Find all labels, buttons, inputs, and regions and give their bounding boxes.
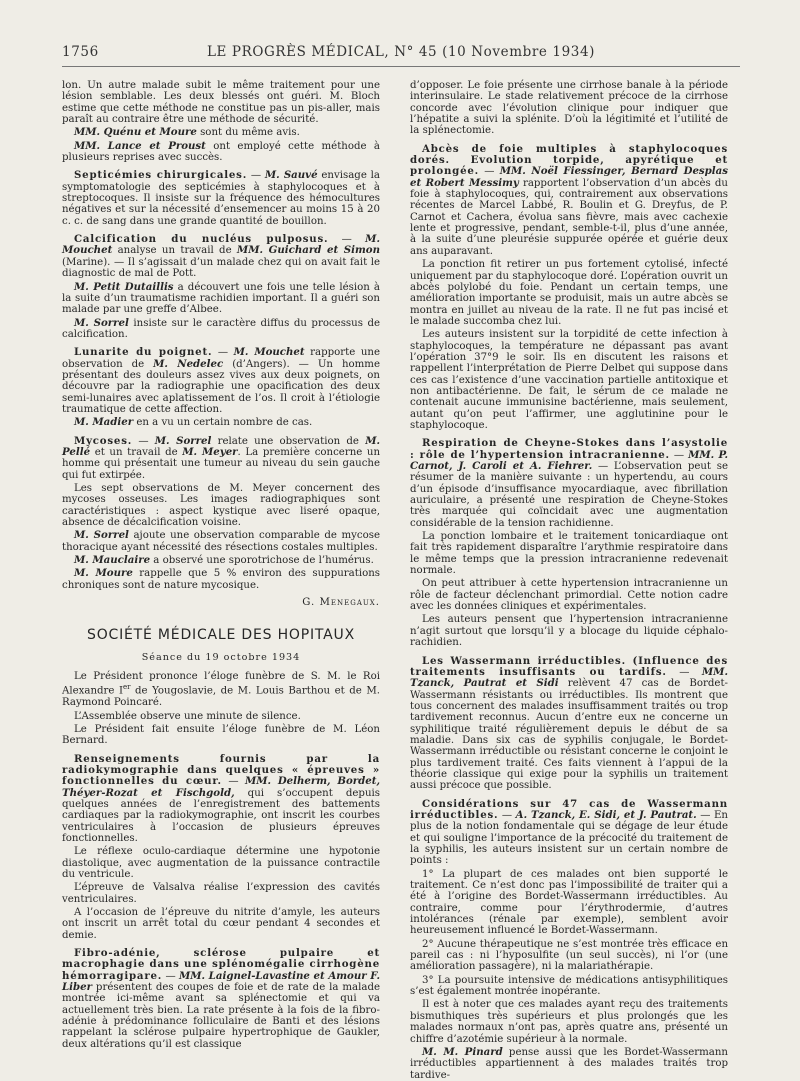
paragraph: Les auteurs pensent que l’hypertension intracranienne n’agit surtout que lorsqu’il y a blocage du liquide céphalo-rachidien. — [410, 614, 728, 649]
seance-date: Séance du 19 octobre 1934 — [141, 651, 301, 663]
paragraph: 2° Aucune thérapeutique ne s’est montrée très efficace en pareil cas : ni l’hyposulfite (un seul succès), ni l’or (une amélioration passagère), ni la malariathérapie. — [410, 938, 728, 973]
header-rule — [62, 66, 740, 67]
paragraph: La ponction fit retirer un pus fortement cytolisé, infecté uniquement par du staphylocoque doré. L’opération ouvrit un abcès polylobé du foie. Pendant un certain temps, une amélioration importante se produisit, mais un autre abcès se montra en juillet au niveau de la rate. Il ne fut pas incisé et le malade succomba chez lui. — [410, 259, 728, 327]
paragraph: 1° La plupart de ces malades ont bien supporté le traitement. Ce n’est donc pas l’impossibilité de traiter qui a été à l’origine des Bordet-Wassermann irréductibles. Au contraire, comme pour l’érythrodermie, d’autres intolérances (rénale par exemple), semblent avoir heureusement influencé le Bordet-Wassermann. — [410, 868, 728, 937]
section-calcification: Calcification du nucléus pulposus. — M. Mouchet analyse un travail de MM. Guichard et Simon (Marine). — Il s’agissait d’un malade chez qui on avait fait le diagnostic de mal de Pott. — [62, 233, 380, 280]
section-wassermann-irreductibles: Les Wassermann irréductibles. (Influence des traitements insuffisants ou tardifs. — MM. Tzanck, Pautrat et Sidi relèvent 47 cas de Bordet-Wassermann résistants ou irréductibles. Ils montrent que tous concernent des malades insuffisamment traités ou trop tardivement reconnus. Aucun d’entre eux ne concerne un syphilitique traité régulièrement depuis le début de sa maladie. Dans six cas de syphilis conjugale, le Bordet-Wassermann irréductible ou résistant concerne le conjoint le plus tardivement traité. Ces faits viennent à l’appui de la théorie classique qui exige pour la syphilis un traitement aussi précoce que possible. — [410, 654, 728, 792]
signature: G. Menegaux. — [302, 597, 380, 609]
section-fibro-adenie: Fibro-adénie, sclérose pulpaire et macrophagie dans une splénomégalie cirrhogène hémorragipare. — MM. Laignel-Lavastine et Amour F. Liber présentent des coupes de foie et de rate de la malade montrée ici-même avant sa splénectomie et qui va actuellement très bien. La rate présente à la fois de la fibro-adénie à prédominance folliculaire de Banti et des lésions rappelant la sclérose pulpaire hypertrophique de Gaukler, deux altérations qu’il est classique — [62, 947, 380, 1050]
paragraph: M. Mauclaire a observé une sporotrichose de l’humérus. — [74, 554, 374, 567]
paragraph: M. Petit Dutaillis a découvert une fois une telle lésion à la suite d’un traumatisme rachidien important. Il a guéri son malade par une greffe d’Albee. — [62, 280, 380, 316]
paragraph: L’épreuve de Valsalva réalise l’expression des cavités ventriculaires. — [62, 882, 380, 905]
paragraph: L’Assemblée observe une minute de silence. — [74, 710, 301, 722]
paragraph: Le Président prononce l’éloge funèbre de S. M. le Roi Alexandre Ier de Yougoslavie, de M. Louis Barthou et de M. Raymond Poincaré. — [62, 671, 380, 709]
paragraph: La ponction lombaire et le traitement tonicardiaque ont fait très rapidement disparaître l’arythmie respiratoire dans le même temps que la pression intracranienne redevenait normale. — [410, 531, 728, 577]
paragraph: A l’occasion de l’épreuve du nitrite d’amyle, les auteurs ont inscrit un arrêt total du cœur pendant 4 secondes et demie. — [62, 907, 380, 941]
section-abces-foie: Abcès de foie multiples à staphylocoques dorés. Evolution torpide, apyrétique et prolongée. — MM. Noël Fiessinger, Bernard Desplas et Robert Messimy rapportent l’observation d’un abcès du foie à staphylocoques, qui, contrairement aux observations récentes de Marcel Labbé, R. Boulin et G. Dreyfus, de P. Carnot et Cachera, évolua sans fièvre, mais avec cachexie lente et progressive, pendant, semble-t-il, plus d’une année, à la suite d’une pleurésie suppurée opérée et guérie deux ans auparavant. — [410, 142, 728, 257]
paragraph: M. Madier en a vu un certain nombre de cas. — [74, 416, 313, 429]
paragraph: Les auteurs insistent sur la torpidité de cette infection à staphylocoques, la température ne dépassant pas avant l’opération 37°9 le soir. Ils en discutent les raisons et rappellent l’interprétation de Pierre Delbet qui suppose dans ces cas l’existence d’une vaccination partielle antitoxique et non antibactérienne. De fait, le sérum de ce malade ne contenait aucune immunisine bactérienne, mais seulement, autant qu’on peut l’affirmer, une agglutinine pour le staphylocoque. — [410, 329, 728, 431]
section-cheyne-stokes: Respiration de Cheyne-Stokes dans l’asystolie : rôle de l’hypertension intracranienne. — MM. P. Carnot, J. Caroli et A. Fiehrer. — L’observation peut se résumer de la manière suivante : un hypertendu, au cours d’un épisode d’insuffisance myocardiaque, avec fibrillation auriculaire, a présenté une respiration de Cheyne-Stokes très marquée qui coïncidait avec une augmentation considérable de la tension rachidienne. — [410, 437, 728, 529]
section-mycoses: Mycoses. — M. Sorrel relate une observation de M. Pellé et un travail de M. Meyer. La première concerne un homme qui présentait une tumeur au niveau du sein gauche qui fut extirpée. — [62, 434, 381, 481]
running-title: LE PROGRÈS MÉDICAL, N° 45 (10 Novembre 1934) — [206, 44, 596, 60]
paragraph: MM. Quénu et Moure sont du même avis. — [74, 126, 300, 139]
section-lunarite: Lunarite du poignet. — M. Mouchet rapporte une observation de M. Nedelec (d’Angers). — Un homme présentant des douleurs assez vives aux deux poignets, on découvre par la radiographie une opacification des deux semi-lunaires avec aplatissement de l’os. Il croit à l’étiologie traumatique de cette affection. — [62, 346, 380, 415]
paragraph: Il est à noter que ces malades ayant reçu des traitements bismuthiques très supérieurs et plus prolongés que les malades normaux n’ont pas, après quatre ans, présenté un chiffre d’azotémie supérieur à la normale. — [410, 999, 728, 1045]
paragraph: Les sept observations de M. Meyer concernent des mycoses osseuses. Les images radiographiques sont caractéristiques : aspect kystique avec liseré opaque, absence de décalcification voisine. — [62, 483, 380, 529]
paragraph: M. Sorrel ajoute une observation comparable de mycose thoracique ayant nécessité des résections costales multiples. — [62, 529, 380, 553]
right-column — [410, 80, 728, 1081]
paragraph: lon. Un autre malade subit le même traitement pour une lésion semblable. Les deux blessés ont guéri. M. Bloch estime que cette méthode ne constitue pas un pis-aller, mais paraît au contraire être une méthode de sécurité. — [62, 80, 380, 126]
paragraph: M. M. Pinard pense aussi que les Bordet-Wassermann irréductibles appartiennent à des malades traités trop tardive- — [410, 1045, 728, 1081]
paragraph: Le Président fait ensuite l’éloge funèbre de M. Léon Bernard. — [62, 723, 380, 747]
paragraph: M. Sorrel insiste sur le caractère diffus du processus de calcification. — [62, 316, 381, 340]
paragraph: d’opposer. Le foie présente une cirrhose banale à la période interinsulaire. Le stade relativement précoce de la cirrhose concorde avec l’évolution clinique pour indiquer que l’hépatite a suivi la splénite. D’où la légitimité et l’utilité de la splénectomie. — [410, 80, 728, 137]
section-septicemies: Septicémies chirurgicales. — M. Sauvé envisage la symptomatologie des septicémies à staphylocoques et à streptocoques. Il insiste sur la fréquence des hémocultures négatives et sur la nécessité d’ensemencer au moins 15 à 20 c. c. de sang dans une grande quantité de bouillon. — [62, 169, 380, 227]
running-header — [62, 44, 740, 64]
paragraph: On peut attribuer à cette hypertension intracranienne un rôle de facteur déclenchant primordial. Cette notion cadre avec les données cliniques et expérimentales. — [410, 578, 728, 613]
left-column — [62, 80, 380, 1055]
page-number: 1756 — [62, 44, 99, 60]
paragraph: 3° La poursuite intensive de médications antisyphilitiques s’est également montrée inopérante. — [410, 974, 728, 998]
paragraph: M. Moure rappelle que 5 % environ des suppurations chroniques sont de nature mycosique. — [62, 567, 380, 591]
paragraph: MM. Lance et Proust ont employé cette méthode à plusieurs reprises avec succès. — [62, 139, 380, 164]
section-considerations-47-cas: Considérations sur 47 cas de Wassermann irréductibles. — A. Tzanck, E. Sidi, et J. Pautrat. — En plus de la notion fondamentale qui se dégage de leur étude et qui souligne l’importance de la précocité du traitement de la syphilis, les auteurs insistent sur un certain nombre de points : — [410, 797, 728, 867]
society-title: SOCIÉTÉ MÉDICALE DES HOPITAUX — [87, 627, 355, 644]
section-radiokymographie: Renseignements fournis par la radiokymographie dans quelques « épreuves » fonctionnelles du cœur. — MM. Delherm, Bordet, Théyer-Rozat et Fischgold, qui s’occupent depuis quelques années de l’enregistrement des battements cardiaques par la radiokymographie, ont inscrit les courbes ventriculaires à l’occasion de plusieurs épreuves fonctionnelles. — [62, 752, 380, 844]
paragraph: Le réflexe oculo-cardiaque détermine une hypotonie diastolique, avec augmentation de la puissance contractile du ventricule. — [62, 846, 380, 881]
